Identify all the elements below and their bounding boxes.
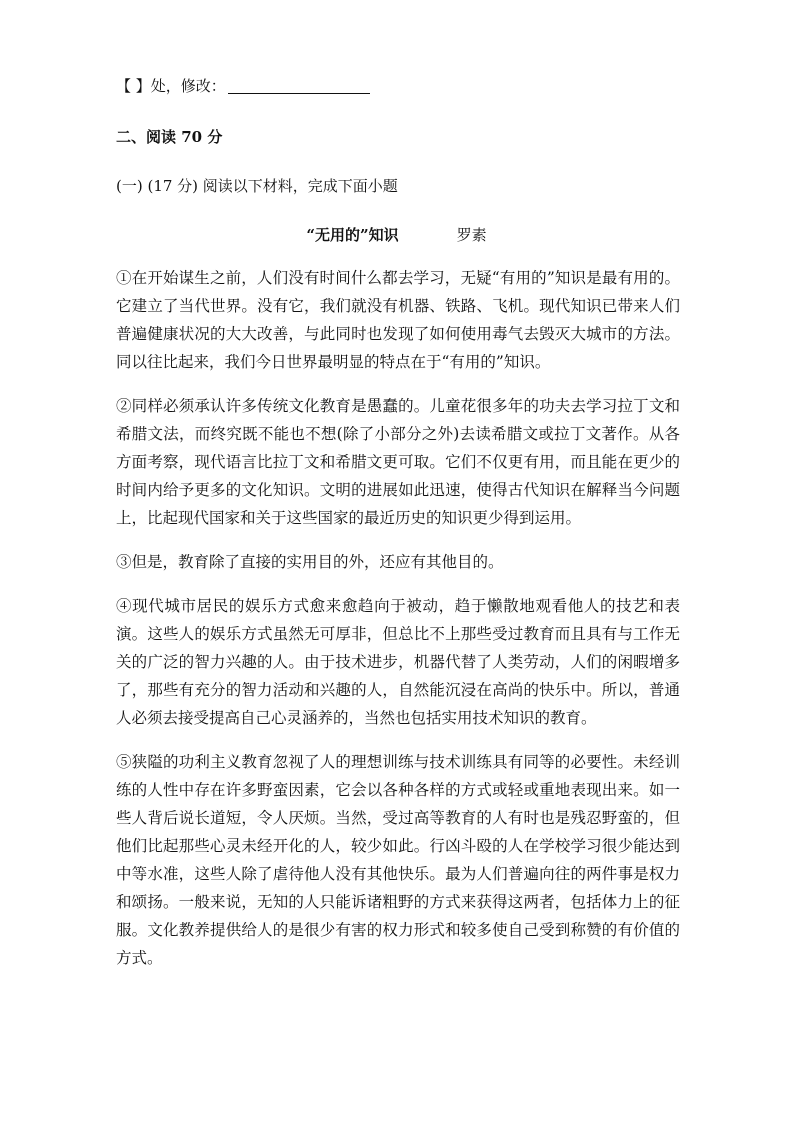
section-heading: 二、阅读 70 分 (116, 128, 223, 146)
revision-prompt: 【 】处，修改： (116, 77, 226, 95)
article-title: “无用的”知识 (306, 226, 399, 244)
article-title-row (0, 225, 793, 245)
revision-line (116, 76, 370, 96)
answer-blank[interactable] (228, 79, 370, 94)
paragraph-5: ⑤狭隘的功利主义教育忽视了人的理想训练与技术训练具有同等的必要性。未经训练的人性中存在许多野蛮因素，它会以各种各样的方式或轻或重地表现出来。如一些人背后说长道短，令人厌烦。当然，受过高等教育的人有时也是残忍野蛮的，但他们比起那些心灵未经开化的人，较少如此。行凶斗殴的人在学校学习很少能达到中等水准，这些人除了虐待他人没有其他快乐。最为人们普遍向往的两件事是权力和颂扬。一般来说，无知的人只能诉诸粗野的方式来获得这两者，包括体力上的征服。文化教养提供给人的是很少有害的权力形式和较多使自己受到称赞的有价值的方式。 (116, 753, 680, 967)
article-body (116, 264, 680, 988)
subsection-heading: (一) (17 分) 阅读以下材料，完成下面小题 (116, 177, 398, 195)
paragraph-4: ④现代城市居民的娱乐方式愈来愈趋向于被动，趋于懒散地观看他人的技艺和表演。这些人的娱乐方式虽然无可厚非，但总比不上那些受过教育而且具有与工作无关的广泛的智力兴趣的人。由于技术进步，机器代替了人类劳动，人们的闲暇增多了，那些有充分的智力活动和兴趣的人，自然能沉浸在高尚的快乐中。所以，普通人必须去接受提高自己心灵涵养的，当然也包括实用技术知识的教育。 (116, 597, 680, 727)
paragraph-3: ③但是，教育除了直接的实用目的外，还应有其他目的。 (116, 553, 504, 571)
paragraph-1: ①在开始谋生之前，人们没有时间什么都去学习，无疑“有用的”知识是最有用的。它建立了当代世界。没有它，我们就没有机器、铁路、飞机。现代知识已带来人们普遍健康状况的大大改善，与此同时也发现了如何使用毒气去毁灭大城市的方法。同以往比起来，我们今日世界最明显的特点在于“有用的”知识。 (116, 269, 680, 371)
article-author: 罗素 (456, 226, 487, 244)
paragraph-2: ②同样必须承认许多传统文化教育是愚蠢的。儿童花很多年的功夫去学习拉丁文和希腊文法，而终究既不能也不想(除了小部分之外)去读希腊文或拉丁文著作。从各方面考察，现代语言比拉丁文和希腊文更可取。它们不仅更有用，而且能在更少的时间内给予更多的文化知识。文明的进展如此迅速，使得古代知识在解释当今问题上，比起现代国家和关于这些国家的最近历史的知识更少得到运用。 (116, 397, 680, 527)
